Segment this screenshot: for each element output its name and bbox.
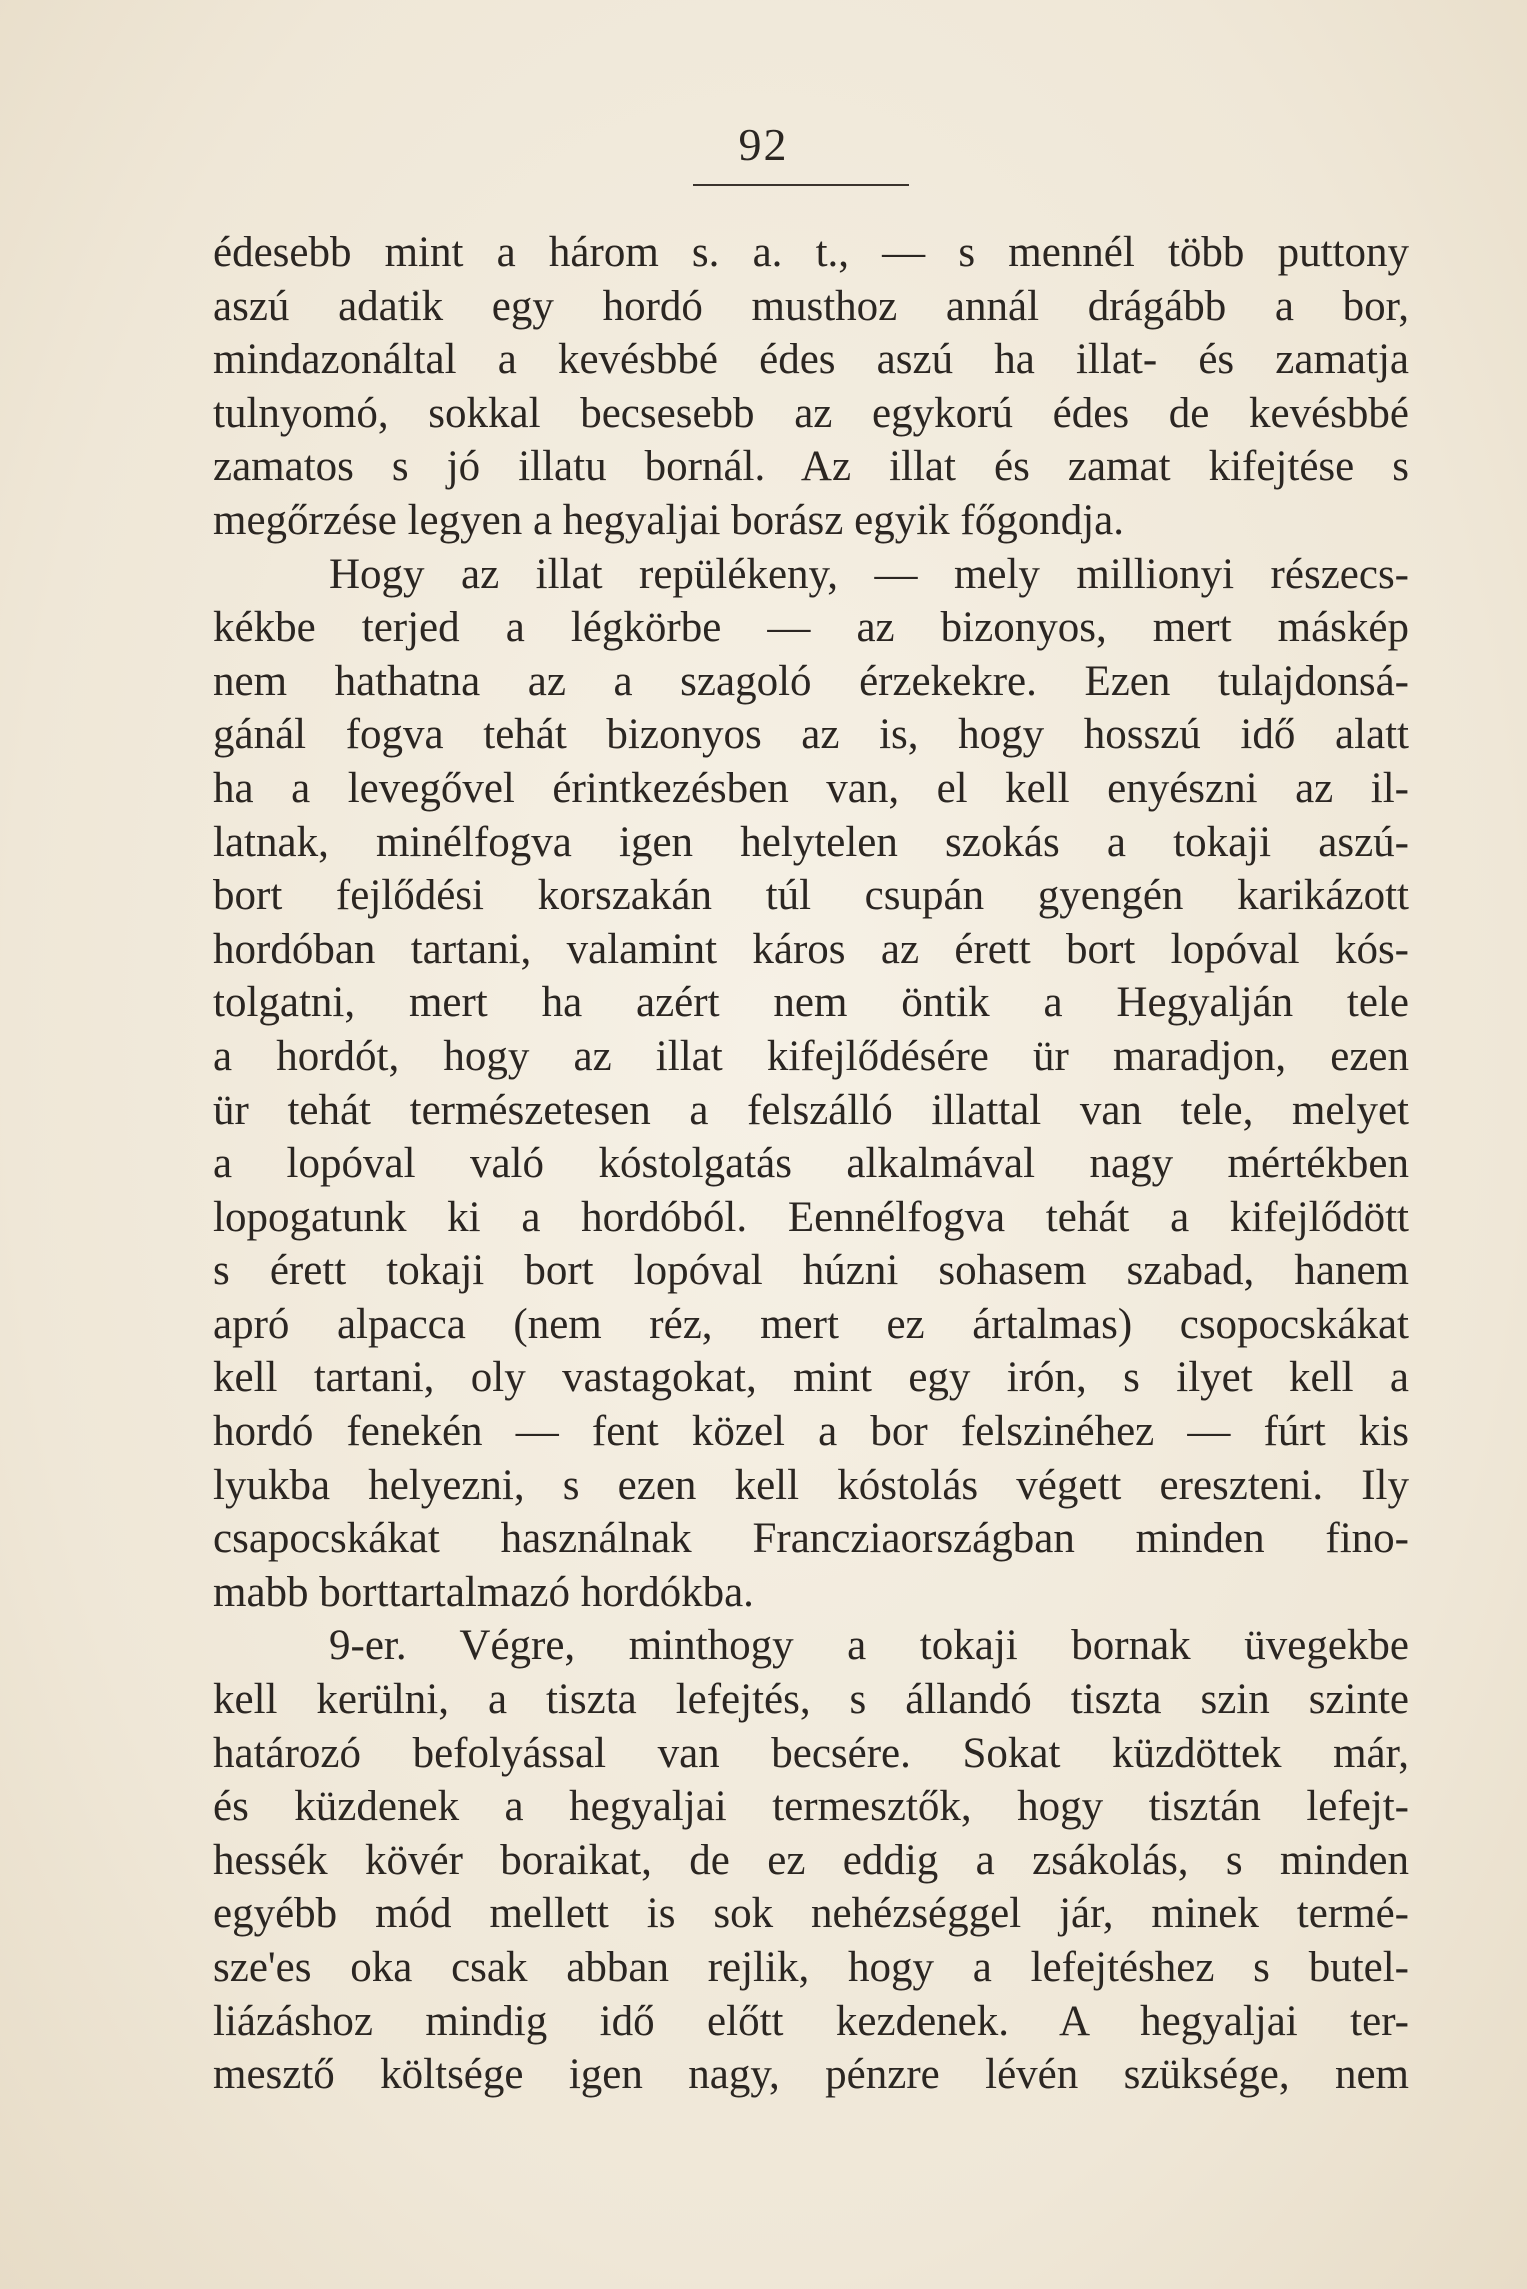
text-line: ür tehát természetesen a felszálló illattal van tele, melyet [213, 1086, 1409, 1134]
text-line: édesebb mint a három s. a. t., — s mennél több puttony [213, 229, 1409, 276]
paragraph-2 [213, 548, 1409, 1620]
text-line: kell tartani, oly vastagokat, mint egy irón, s ilyet kell a [213, 1354, 1409, 1402]
text-line: hordó fenekén — fent közel a bor felszinéhez — fúrt kis [213, 1408, 1409, 1456]
text-line: hessék kövér boraikat, de ez eddig a zsákolás, s minden [213, 1836, 1409, 1884]
text-line: s érett tokaji bort lopóval húzni sohasem szabad, hanem [213, 1247, 1409, 1295]
text-line: liázáshoz mindig idő előtt kezdenek. A hegyaljai ter- [213, 1997, 1409, 2045]
text-line: kell kerülni, a tiszta lefejtés, s állandó tiszta szin szinte [213, 1676, 1409, 1724]
text-line: megőrzése legyen a hegyaljai borász egyik főgondja. [213, 496, 1124, 544]
text-line: mesztő költsége igen nagy, pénzre lévén szüksége, nem [213, 2051, 1409, 2099]
text-line: egyébb mód mellett is sok nehézséggel jár, minek termé- [213, 1890, 1409, 1938]
paragraph-3 [213, 1619, 1409, 2101]
text-line: csapocskákat használnak Francziaországban minden fino- [213, 1515, 1409, 1563]
text-line: aszú adatik egy hordó musthoz annál drágább a bor, [213, 282, 1409, 330]
text-line: a hordót, hogy az illat kifejlődésére ür maradjon, ezen [213, 1032, 1409, 1080]
text-line: bort fejlődési korszakán túl csupán gyengén karikázott [213, 872, 1409, 920]
text-line: mabb borttartalmazó hordókba. [213, 1568, 754, 1616]
text-line: zamatos s jó illatu bornál. Az illat és zamat kifejtése s [213, 443, 1409, 491]
header-rule [693, 184, 909, 186]
page-number: 92 [738, 119, 789, 170]
text-line: kékbe terjed a légkörbe — az bizonyos, mert máskép [213, 604, 1409, 652]
paragraph-1 [213, 226, 1409, 548]
text-line: apró alpacca (nem réz, mert ez ártalmas) csopocskákat [213, 1300, 1409, 1348]
text-line: nem hathatna az a szagoló érzekekre. Ezen tulajdonsá- [213, 657, 1409, 705]
body-text [213, 226, 1409, 2102]
text-line: mindazonáltal a kevésbbé édes aszú ha illat- és zamatja [213, 336, 1409, 384]
text-line: hordóban tartani, valamint káros az érett bort lopóval kós- [213, 925, 1409, 973]
text-line: ha a levegővel érintkezésben van, el kell enyészni az il- [213, 764, 1409, 812]
text-line: határozó befolyással van becsére. Sokat küzdöttek már, [213, 1729, 1409, 1777]
text-line: lopogatunk ki a hordóból. Eennélfogva tehát a kifejlődött [213, 1193, 1409, 1241]
text-line: sze'es oka csak abban rejlik, hogy a lefejtéshez s butel- [213, 1944, 1409, 1991]
text-line: és küzdenek a hegyaljai termesztők, hogy tisztán lefejt- [213, 1783, 1409, 1831]
text-line: tulnyomó, sokkal becsesebb az egykorú édes de kevésbbé [213, 389, 1409, 437]
text-line: Hogy az illat repülékeny, — mely millionyi részecs- [329, 550, 1409, 598]
text-line: gánál fogva tehát bizonyos az is, hogy hosszú idő alatt [213, 711, 1409, 759]
text-line: latnak, minélfogva igen helytelen szokás a tokaji aszú- [213, 818, 1409, 866]
text-line: lyukba helyezni, s ezen kell kóstolás végett ereszteni. Ily [213, 1461, 1409, 1509]
text-line: tolgatni, mert ha azért nem öntik a Hegyalján tele [213, 979, 1409, 1027]
text-line: a lopóval való kóstolgatás alkalmával nagy mértékben [213, 1140, 1409, 1188]
text-line: 9-er. Végre, minthogy a tokaji bornak üvegekbe [329, 1622, 1409, 1670]
